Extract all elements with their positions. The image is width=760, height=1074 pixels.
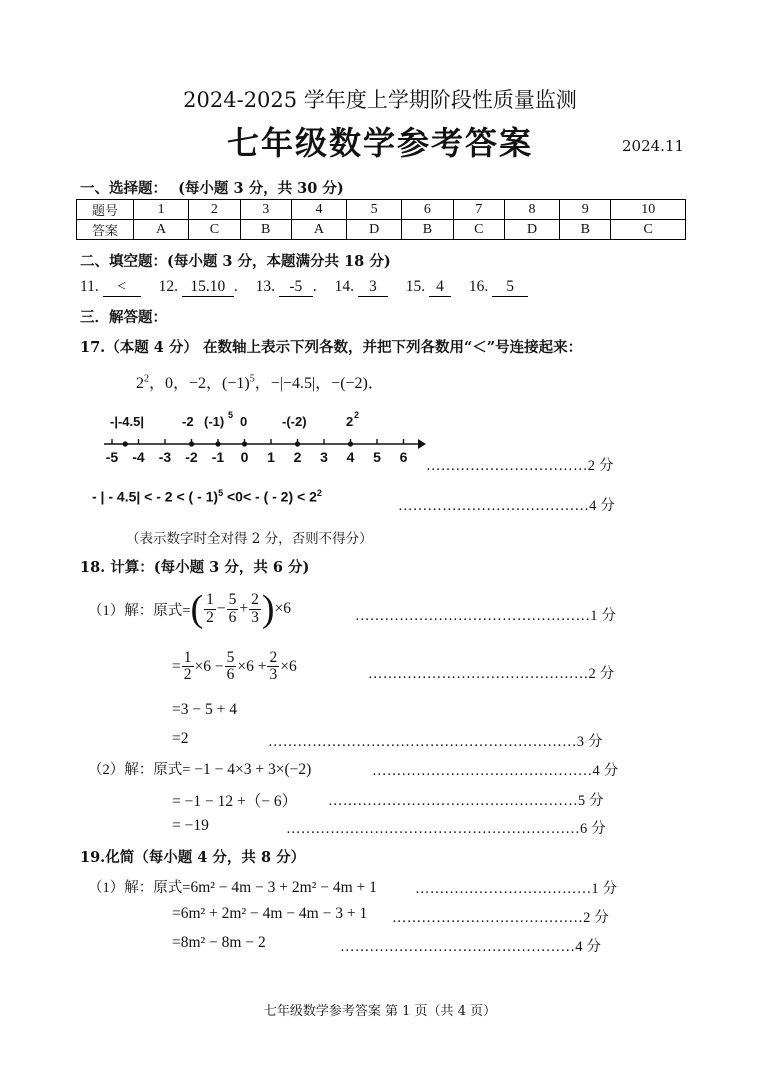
- answer-table-answer-row: [77, 220, 686, 240]
- axis-label-square-exponent: 2: [354, 410, 360, 420]
- fill-item: [469, 278, 528, 297]
- fraction-numerator: 5: [226, 649, 235, 666]
- fill-item-separator: .: [312, 278, 317, 295]
- q17-num-a: 2: [136, 375, 144, 392]
- table-cell: 10: [611, 200, 686, 220]
- q18-part1-label: （1）解：原式=: [88, 602, 191, 619]
- answer-table-number-row: [77, 200, 686, 220]
- q19-score-3: …………………………………………4 分: [340, 939, 602, 955]
- axis-label-neg1-exponent: 5: [228, 410, 234, 420]
- number-line-point: [295, 441, 300, 446]
- fraction: [267, 650, 279, 684]
- term: ×6 +: [237, 657, 267, 675]
- fill-item-answer: <: [103, 278, 141, 297]
- q17-note: （表示数字时全对得 2 分，否则不得分）: [126, 531, 373, 547]
- document-title: 七年级数学参考答案: [226, 124, 533, 162]
- page-footer: 七年级数学参考答案 第 1 页（共 4 页）: [263, 1004, 497, 1019]
- fill-item-answer: -5: [279, 278, 313, 297]
- q18-part1-line2: [172, 650, 297, 684]
- q18-score-5: ……………………………………………5 分: [328, 793, 604, 809]
- q18-part2-expression: −1 − 4×3 + 3×(−2): [190, 761, 312, 778]
- fraction-denominator: 2: [206, 608, 214, 626]
- table-row-head: 答案: [77, 220, 134, 240]
- q17-numbers: [136, 370, 384, 393]
- number-line-point: [242, 441, 247, 446]
- axis-tick-label: 5: [373, 449, 381, 465]
- answer-table: [76, 199, 686, 240]
- number-line: [96, 408, 428, 470]
- inequality-exponent-2: 2: [316, 488, 322, 498]
- axis-tick-label: -2: [185, 449, 198, 465]
- q17-inequality: [92, 488, 322, 505]
- axis-tick-label: 1: [267, 449, 275, 465]
- table-cell: B: [240, 220, 291, 240]
- axis-label-zero: 0: [240, 414, 248, 429]
- q19-part1-label: （1）解：原式=: [88, 880, 191, 896]
- q18-part1-line3: =3 − 5 + 4: [172, 701, 237, 718]
- q18-score-2: ………………………………………2 分: [368, 666, 615, 682]
- table-cell: D: [347, 220, 402, 240]
- fraction-numerator: 1: [183, 649, 192, 666]
- fill-item-answer: 3: [358, 278, 388, 297]
- table-cell: A: [134, 220, 189, 240]
- fraction-denominator: 2: [183, 666, 192, 684]
- q19-title: 19.化简（每小题 4 分，共 8 分）: [80, 849, 306, 866]
- fill-item: [159, 278, 238, 297]
- fraction-numerator: 2: [269, 649, 278, 666]
- axis-tick-label: 0: [240, 449, 249, 465]
- table-cell: 8: [504, 200, 559, 220]
- fraction-denominator: 6: [228, 608, 237, 626]
- fill-item: [335, 278, 388, 297]
- inequality-exponent-1: 5: [218, 488, 224, 498]
- table-row-head: 题号: [77, 200, 134, 220]
- table-cell: C: [189, 220, 240, 240]
- inequality-part-1: - | - 4.5| < - 2 < ( - 1): [92, 488, 219, 505]
- axis-tick-label: -3: [158, 449, 172, 465]
- fill-item: [406, 278, 451, 297]
- axis-tick-label: 4: [346, 449, 355, 465]
- axis-label-abs: -|-4.5|: [110, 414, 145, 429]
- fill-item: [256, 278, 317, 297]
- table-cell: 6: [402, 200, 453, 220]
- fraction-numerator: 5: [228, 591, 237, 609]
- axis-label-minus2: -2: [182, 414, 194, 429]
- fraction: [249, 592, 261, 626]
- axis-label-neg-neg2: -(-2): [282, 414, 307, 429]
- fraction-numerator: 1: [206, 591, 214, 609]
- q19-score-1: ………………………………1 分: [415, 881, 618, 897]
- operator: −: [216, 600, 226, 617]
- q18-part2-line3: = −19: [172, 817, 209, 834]
- table-cell: 5: [347, 200, 402, 220]
- q18-score-3: ………………………………………………………3 分: [268, 734, 603, 750]
- fill-item-number: 16.: [468, 278, 489, 295]
- q18-score-4: ………………………………………4 分: [372, 763, 619, 779]
- number-line-point: [189, 441, 194, 446]
- axis-arrow-icon: [418, 439, 426, 449]
- inequality-part-2: <0< - ( - 2) < 2: [223, 488, 317, 505]
- document-date: 2024.11: [622, 137, 685, 155]
- axis-label-square: 2: [346, 414, 354, 429]
- fraction: [182, 650, 194, 684]
- table-cell: D: [504, 220, 559, 240]
- fill-item-answer: 5: [492, 278, 528, 297]
- fill-item-number: 12.: [158, 278, 178, 295]
- table-cell: C: [611, 220, 686, 240]
- q18-part2-label: （2）解：原式=: [88, 762, 191, 778]
- fill-item-number: 15.: [405, 278, 426, 295]
- axis-tick-label: -1: [211, 449, 225, 465]
- q18-title: 18. 计算：(每小题 3 分，共 6 分): [80, 559, 310, 576]
- fill-item-number: 13.: [255, 278, 275, 295]
- fraction: [225, 650, 237, 684]
- q17-num-c-exponent: 5: [249, 373, 255, 385]
- q19-part1-line2: =6m² + 2m² − 4m − 4m − 3 + 1: [172, 905, 368, 922]
- table-cell: 9: [560, 200, 611, 220]
- operator: +: [239, 600, 249, 617]
- number-line-point: [215, 441, 220, 446]
- times-six: ×6: [274, 600, 291, 617]
- section3-title: 三．解答题：: [80, 309, 167, 326]
- axis-tick-label: -5: [105, 449, 119, 465]
- axis-tick-label: -4: [132, 449, 145, 465]
- table-cell: 7: [453, 200, 504, 220]
- fraction-numerator: 2: [251, 591, 259, 609]
- fill-item-answer: 4: [429, 278, 451, 297]
- q18-part1-line1: [88, 590, 291, 628]
- fill-blank-answers: [80, 278, 542, 297]
- number-line-point: [348, 441, 353, 446]
- fraction-denominator: 3: [269, 666, 278, 684]
- fill-item-separator: .: [233, 278, 238, 295]
- table-cell: B: [402, 220, 453, 240]
- fill-item-number: 11.: [80, 278, 99, 295]
- fraction: [204, 592, 216, 626]
- table-cell: 2: [189, 200, 240, 220]
- fraction-denominator: 3: [251, 608, 259, 626]
- q18-score-6: ……………………………………………………6 分: [286, 821, 606, 837]
- fraction: [227, 592, 239, 626]
- fill-item-number: 14.: [334, 278, 354, 295]
- term: ×6: [280, 657, 297, 675]
- document-subtitle: 2024-2025 学年度上学期阶段性质量监测: [183, 88, 577, 112]
- fill-item: [80, 278, 141, 297]
- q19-part1-line3: =8m² − 8m − 2: [172, 934, 266, 951]
- left-paren-icon: (: [190, 588, 204, 630]
- q18-part1-line4: =2: [172, 730, 189, 747]
- table-cell: 3: [240, 200, 291, 220]
- q17-score-1: ……………………………2 分: [426, 458, 614, 474]
- section1-title: 一、选择题：: [80, 180, 167, 197]
- q18-part2-line1: [88, 758, 311, 779]
- section1-heading: [80, 177, 344, 198]
- q19-part1-expression: 6m² − 4m − 3 + 2m² − 4m + 1: [190, 879, 377, 896]
- axis-label-neg1: (-1): [204, 414, 225, 429]
- table-cell: 1: [134, 200, 189, 220]
- section2-title: 二、填空题：(每小题 3 分，本题满分共 18 分): [80, 253, 391, 270]
- section1-note: (每小题 3 分，共 30 分): [178, 180, 344, 197]
- q17-score-2: …………………………………4 分: [398, 498, 616, 514]
- axis-tick-label: 3: [320, 449, 328, 465]
- q17-num-b: ，0，−2，: [149, 375, 223, 392]
- table-cell: A: [291, 220, 346, 240]
- q17-num-c: (−1): [222, 375, 250, 392]
- q18-score-1: …………………………………………1 分: [355, 608, 617, 624]
- q17-num-a-exponent: 2: [144, 373, 149, 385]
- equals: =: [172, 657, 181, 675]
- right-paren-icon: ): [261, 588, 275, 630]
- q17-title: 17.（本题 4 分） 在数轴上表示下列各数，并把下列各数用“＜”号连接起来：: [80, 339, 583, 356]
- q19-score-2: …………………………………2 分: [392, 910, 610, 926]
- axis-tick-label: 6: [399, 449, 408, 465]
- q17-num-d: ，−|−4.5|，−(−2)．: [254, 375, 384, 392]
- table-cell: C: [453, 220, 504, 240]
- term: ×6 −: [194, 657, 224, 675]
- fill-item-answer: 15.10: [182, 278, 234, 297]
- number-line-point: [123, 441, 128, 446]
- table-cell: B: [560, 220, 611, 240]
- fraction-denominator: 6: [226, 666, 235, 684]
- q19-part1-line1: [88, 876, 377, 897]
- table-cell: 4: [291, 200, 346, 220]
- q18-part2-line2: = −1 − 12 +（− 6）: [172, 793, 298, 810]
- axis-tick-label: 2: [293, 449, 302, 465]
